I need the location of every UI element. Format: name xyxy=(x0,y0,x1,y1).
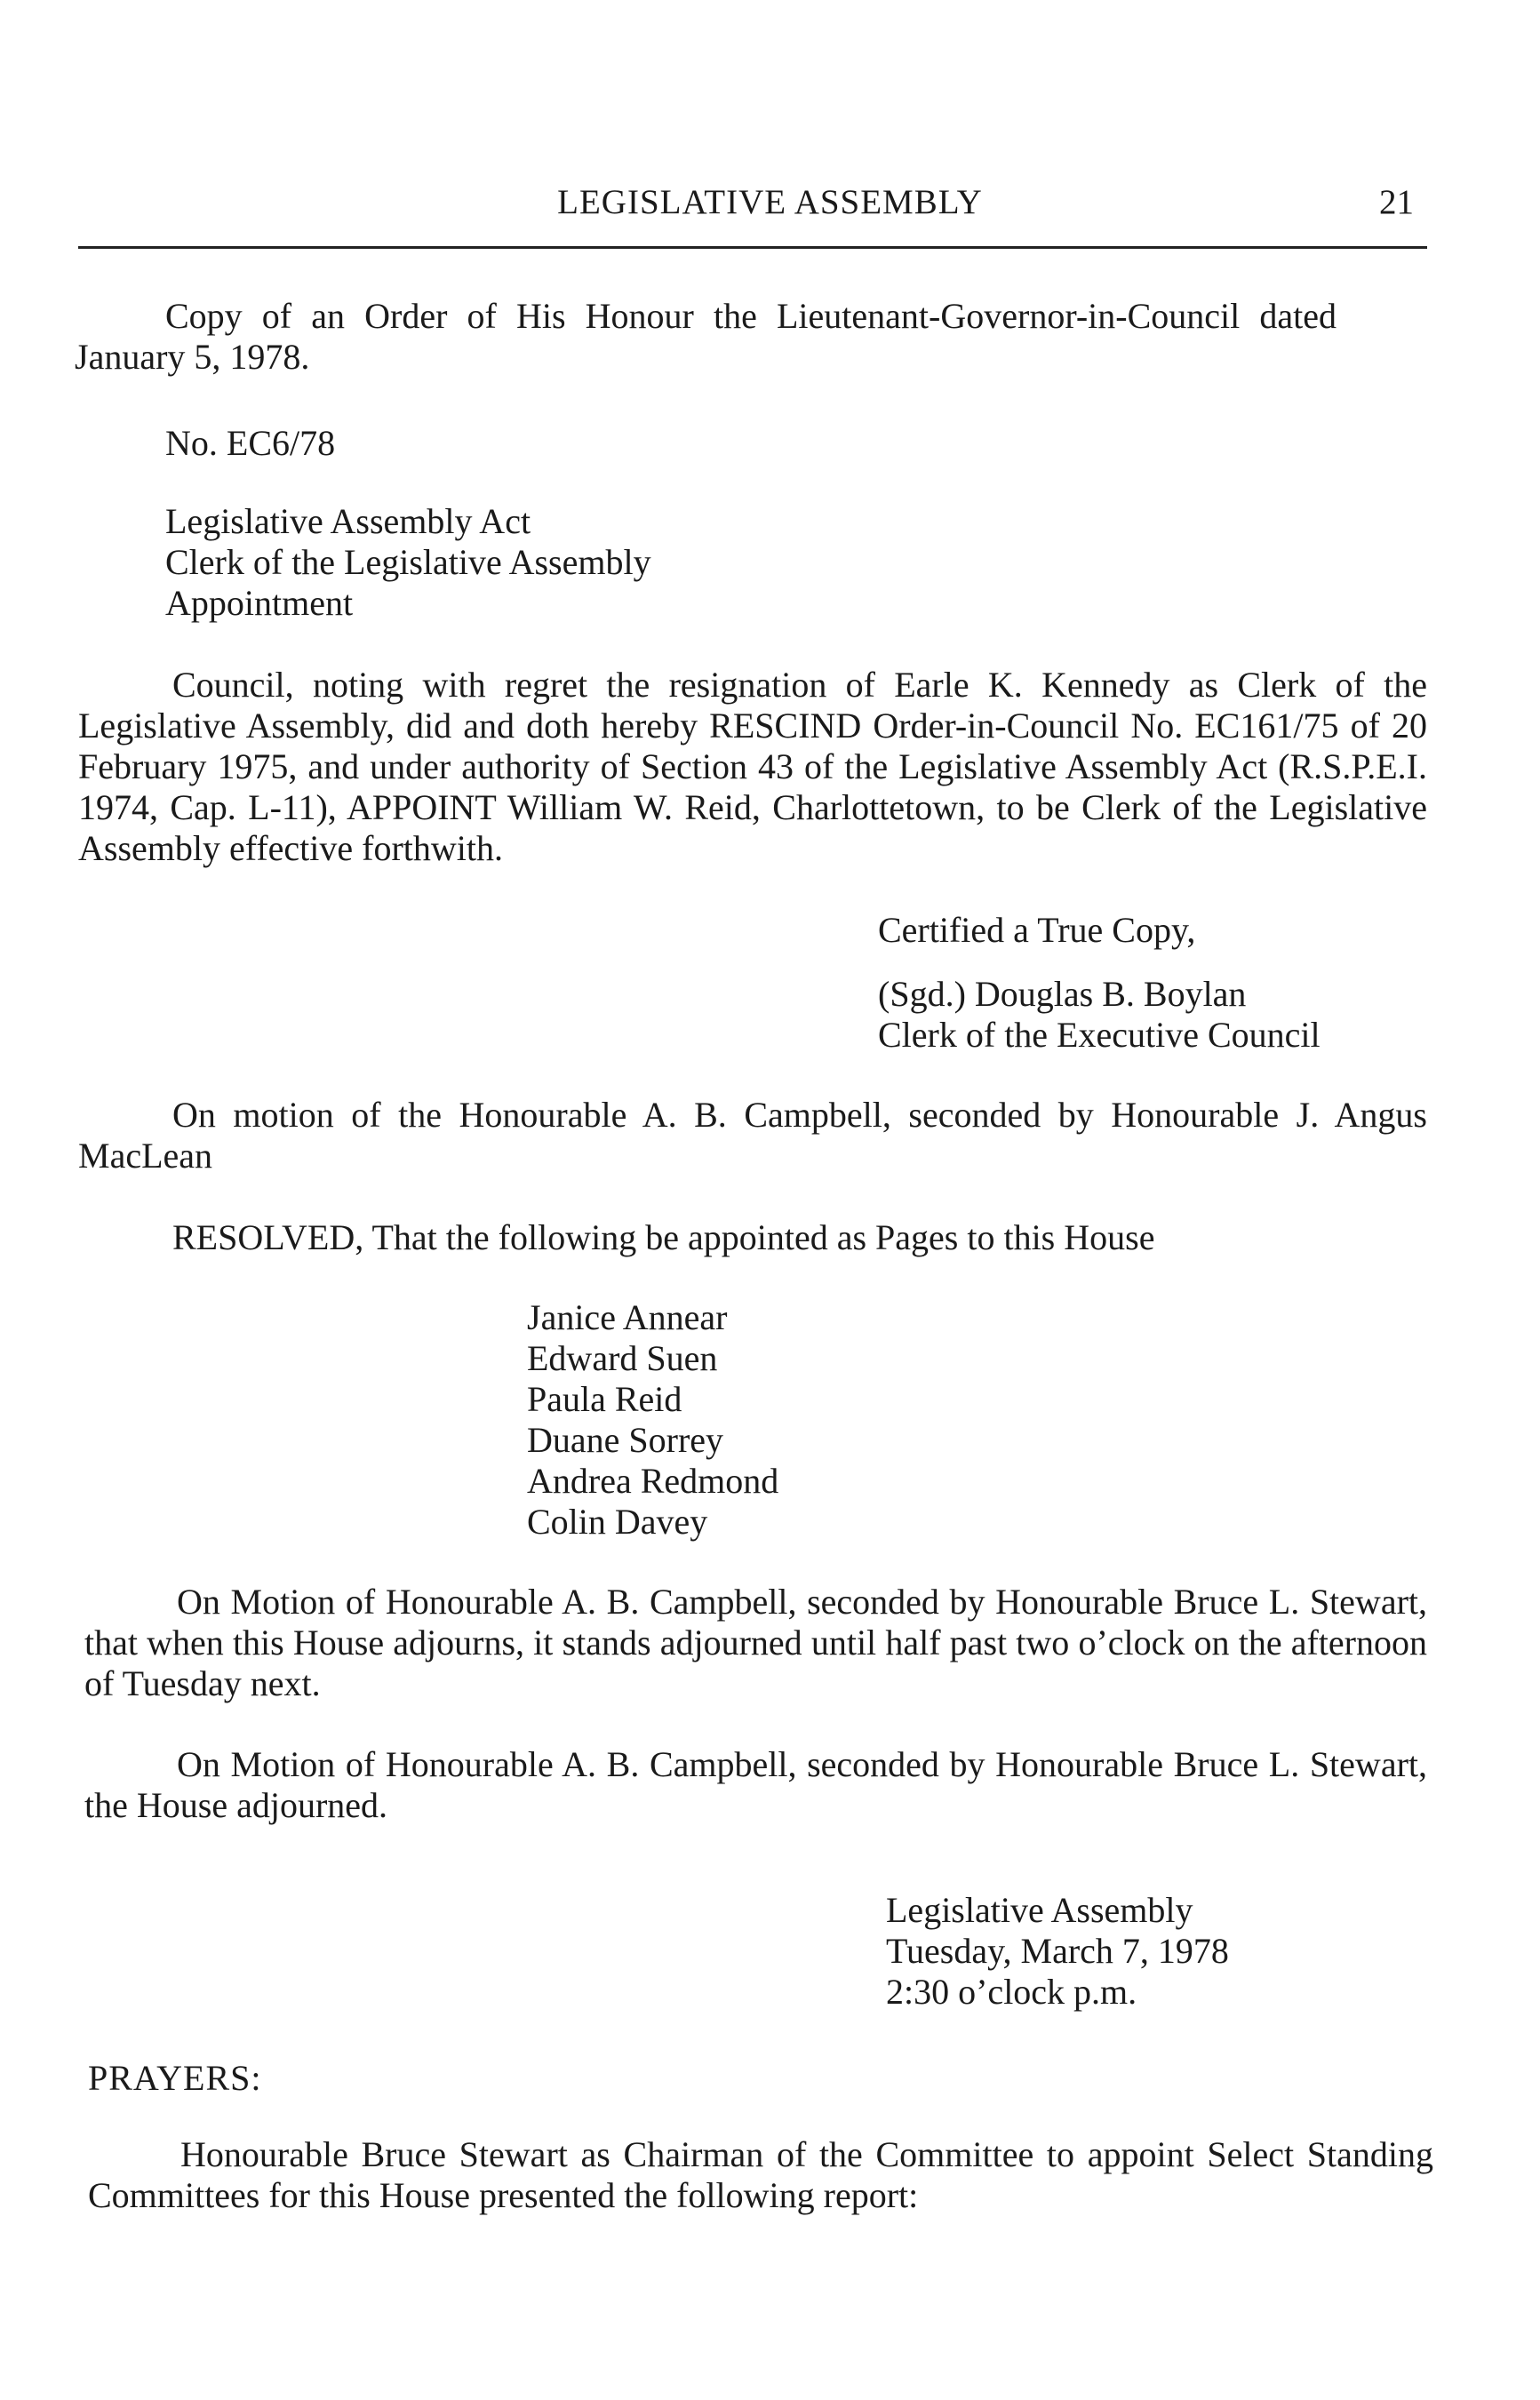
order-body: Council, noting with regret the resignation of Earle K. Kennedy as Clerk of the Legislative Assembly, did and doth hereby RESCIND Order-in-Council No. EC161/75 of 20 February 1975, and under authority of Section 43 of the Legislative Assembly Act (R.S.P.E.I. 1974, Cap. L-11), APPOINT William W. Reid, Charlottetown, to be Clerk of the Legislative Assembly effective forthwith. xyxy=(78,665,1427,868)
order-subject xyxy=(165,501,651,624)
order-subject-line: Appointment xyxy=(165,583,354,623)
motion-adjourn-until: On Motion of Honourable A. B. Campbell, seconded by Honourable Bruce L. Stewart, that when this House adjourns, it stands adjourned until half past two o’clock on the afternoon of Tuesday next. xyxy=(84,1582,1427,1703)
page-appointee: Janice Annear xyxy=(527,1297,728,1337)
page-appointee: Colin Davey xyxy=(527,1502,708,1542)
sitting-line: 2:30 o’clock p.m. xyxy=(886,1972,1137,2012)
order-intro: Copy of an Order of His Honour the Lieutenant-Governor-in-Council dated January 5, 1978. xyxy=(75,296,1337,377)
page-number: 21 xyxy=(1379,183,1414,221)
order-subject-line: Clerk of the Legislative Assembly xyxy=(165,542,651,582)
certified-true-copy: Certified a True Copy, xyxy=(878,910,1196,950)
prayers-heading: PRAYERS: xyxy=(88,2058,262,2098)
signature-line: Clerk of the Executive Council xyxy=(878,1015,1321,1055)
sitting-heading xyxy=(886,1890,1229,2013)
page-appointee: Paula Reid xyxy=(527,1379,682,1419)
page-appointee: Andrea Redmond xyxy=(527,1461,779,1501)
sitting-line: Tuesday, March 7, 1978 xyxy=(886,1931,1229,1971)
pages-list xyxy=(527,1297,778,1543)
order-subject-line: Legislative Assembly Act xyxy=(165,501,531,541)
resolved-pages: RESOLVED, That the following be appointed as Pages to this House xyxy=(172,1217,1155,1257)
order-number: No. EC6/78 xyxy=(165,423,336,463)
signature-block xyxy=(878,974,1321,1056)
motion-pages: On motion of the Honourable A. B. Campbell, seconded by Honourable J. Angus MacLean xyxy=(78,1095,1427,1176)
sitting-line: Legislative Assembly xyxy=(886,1890,1193,1930)
motion-adjourned: On Motion of Honourable A. B. Campbell, seconded by Honourable Bruce L. Stewart, the House adjourned. xyxy=(84,1744,1427,1825)
signature-line: (Sgd.) Douglas B. Boylan xyxy=(878,974,1247,1014)
header-rule xyxy=(78,246,1427,249)
report-intro: Honourable Bruce Stewart as Chairman of the Committee to appoint Select Standing Committees for this House presented the following report: xyxy=(88,2134,1433,2215)
page-appointee: Duane Sorrey xyxy=(527,1420,724,1460)
page-appointee: Edward Suen xyxy=(527,1338,718,1378)
running-header-title: LEGISLATIVE ASSEMBLY xyxy=(557,183,983,221)
